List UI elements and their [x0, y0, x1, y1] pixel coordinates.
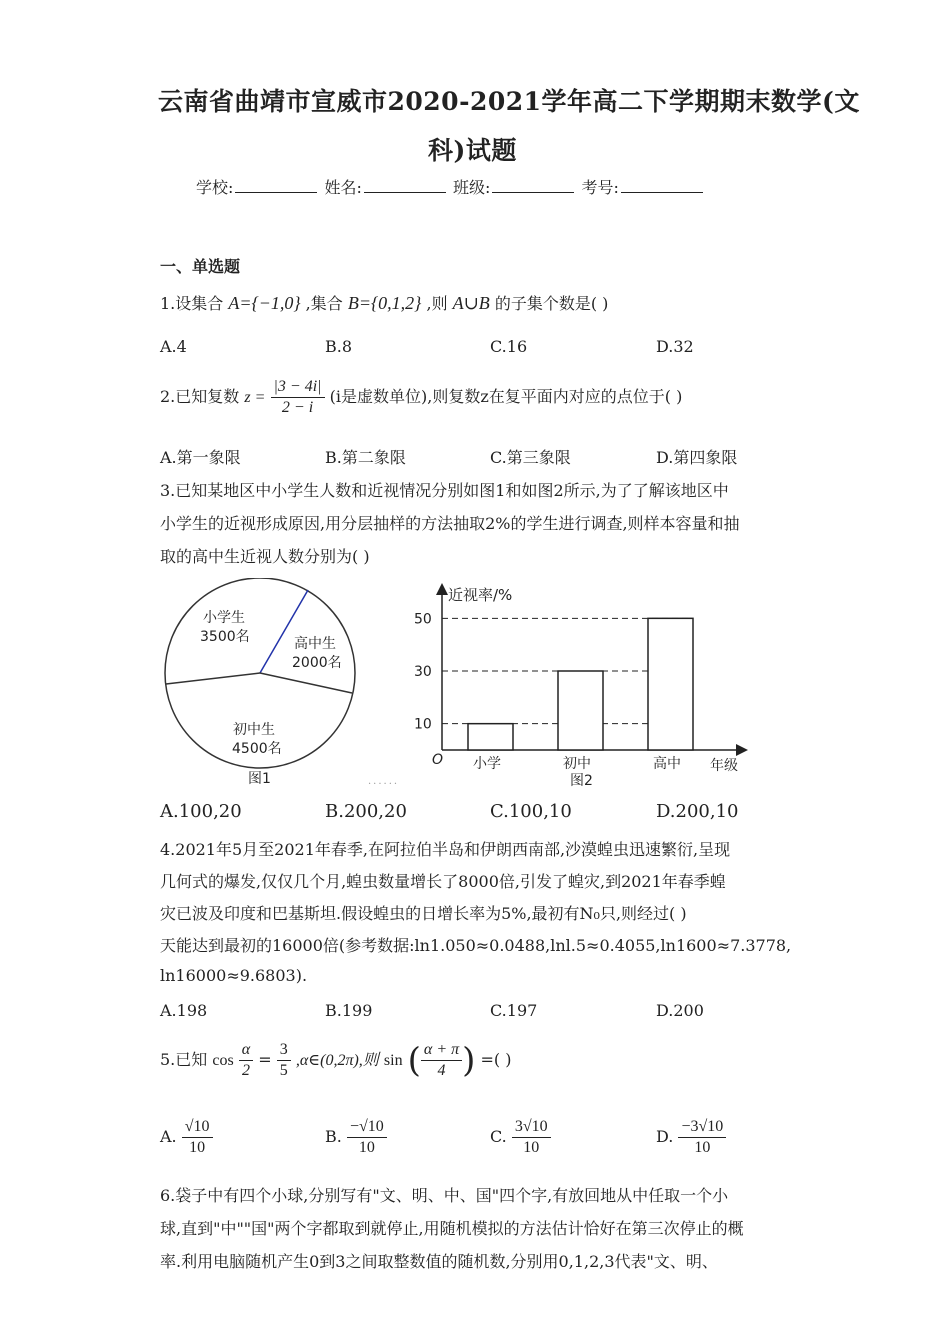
q5-two: 2 [242, 1062, 250, 1079]
q4-line-4: 天能达到最初的16000倍(参考数据:ln1.050≈0.0488,lnl.5≈0.4055,ln1600≈7.3778, [160, 936, 792, 955]
field-school: 学校: [196, 178, 234, 197]
q5-suffix: =( ) [480, 1050, 512, 1069]
q5-c-num: 3√10 [512, 1117, 551, 1138]
q4-option-d[interactable]: D.200 [656, 1001, 704, 1020]
number-blank[interactable] [621, 192, 703, 193]
field-name: 姓名: [324, 178, 362, 197]
q5-d-letter: D. [656, 1127, 674, 1146]
q5-option-b[interactable] [325, 1117, 387, 1158]
pie-divider-middle-primary [166, 673, 260, 684]
bar-2 [648, 618, 693, 750]
q5-c-den: 10 [523, 1139, 540, 1156]
q5-b-num: −√10 [347, 1117, 387, 1138]
q2-numerator: |3 − 4i| [271, 377, 325, 398]
title-line-2: 科)试题 [428, 136, 517, 165]
title-line-1: 云南省曲靖市宣威市2020-2021学年高二下学期期末数学(文 [158, 87, 860, 116]
q4-line-3: 灾已波及印度和巴基斯坦.假设蝗虫的日增长率为5%,最初有N₀只,则经过( ) [160, 904, 687, 923]
pie-value-primary: 3500名 [200, 629, 250, 645]
y-axis-label: 近视率/% [448, 586, 513, 604]
pie-value-high: 2000名 [292, 655, 342, 671]
q1-then: ,则 [426, 294, 448, 313]
question-2 [160, 377, 682, 418]
pie-divider-high-middle [260, 673, 352, 693]
y-tick-label: 30 [414, 664, 432, 680]
pie-value-middle: 4500名 [232, 741, 282, 757]
q4-line-2: 几何式的爆发,仅仅几个月,蝗虫数量增长了8000倍,引发了蝗灾,到2021年春季蝗 [160, 872, 726, 891]
x-tick-label: 小学 [473, 756, 501, 772]
x-axis-label: 年级 [710, 758, 738, 774]
q5-three: 3 [277, 1040, 291, 1061]
q5-d-den: 10 [694, 1139, 711, 1156]
pie-chart-figure-1 [160, 578, 360, 790]
q5-alpha: α [239, 1040, 253, 1061]
school-blank[interactable] [235, 192, 317, 193]
pie-figure-caption: 图1 [248, 771, 271, 787]
q1-option-a[interactable]: A.4 [160, 337, 187, 356]
q2-denominator: 2 − i [281, 399, 314, 416]
q1-option-d[interactable]: D.32 [656, 337, 694, 356]
q1-expr: A∪B [452, 293, 490, 313]
q5-sin-arg [421, 1040, 462, 1081]
q6-line-2: 球,直到"中""国"两个字都取到就停止,用随机模拟的方法估计恰好在第三次停止的概 [160, 1219, 744, 1238]
q3-line-3: 取的高中生近视人数分别为( ) [160, 547, 370, 566]
q5-range: ,α∈(0,2π),则 [295, 1052, 379, 1069]
question-1 [160, 291, 608, 314]
q5-a-num: √10 [182, 1117, 213, 1138]
bar-chart-figure-2 [410, 578, 760, 793]
name-blank[interactable] [364, 192, 446, 193]
q5-den2: 4 [437, 1062, 446, 1079]
y-tick-label: 50 [414, 611, 432, 628]
x-tick-label: 初中 [563, 756, 591, 772]
q5-alpha-over-2 [239, 1040, 253, 1081]
q4-line-5: ln16000≈9.6803). [160, 966, 308, 985]
q5-c-letter: C. [490, 1127, 507, 1146]
pie-label-middle: 初中生 [233, 722, 275, 738]
q1-prefix: 1.设集合 [160, 294, 224, 313]
q5-option-a[interactable] [160, 1117, 213, 1158]
q1-set-a: A={−1,0} [228, 293, 301, 313]
q1-set-b: B={0,1,2} [347, 293, 422, 313]
x-tick-label: 高中 [653, 756, 681, 772]
q3-line-2: 小学生的近视形成原因,用分层抽样的方法抽取2%的学生进行调查,则样本容量和抽 [160, 514, 740, 533]
q5-sin: sin [383, 1052, 403, 1069]
q2-prefix: 2.已知复数 [160, 387, 240, 406]
q6-line-1: 6.袋子中有四个小球,分别写有"文、明、中、国"四个字,有放回地从中任取一个小 [160, 1186, 729, 1205]
q1-option-b[interactable]: B.8 [325, 337, 353, 356]
q6-line-3: 率.利用电脑随机产生0到3之间取整数值的随机数,分别用0,1,2,3代表"文、明、 [160, 1252, 718, 1271]
q2-suffix: (i是虚数单位),则复数z在复平面内对应的点位于( ) [329, 387, 683, 406]
origin-label: O [432, 752, 444, 768]
question-5: 5.已知 cos $\frac{\alpha}{2}$ = $\frac{3}{5}$ ,α∈(0,2π),则 sin ( $\frac{\alpha + \pi}{4}$ ) =( ) [160, 1040, 512, 1081]
q2-option-d[interactable]: D.第四象限 [656, 448, 738, 467]
q4-option-b[interactable]: B.199 [325, 1001, 373, 1020]
q2-z: z = [244, 389, 266, 406]
q2-option-a[interactable]: A.第一象限 [160, 448, 241, 467]
bar-1 [558, 671, 603, 750]
bar-0 [468, 724, 513, 750]
q1-mid: ,集合 [305, 294, 343, 313]
q3-option-d[interactable]: D.200,10 [656, 801, 739, 822]
q5-option-c[interactable] [490, 1117, 551, 1158]
q5-five: 5 [279, 1062, 288, 1079]
q3-option-c[interactable]: C.100,10 [490, 801, 572, 822]
q1-suffix: 的子集个数是( ) [494, 294, 609, 313]
q3-option-b[interactable]: B.200,20 [325, 801, 407, 822]
q5-a-den: 10 [189, 1139, 206, 1156]
q4-option-c[interactable]: C.197 [490, 1001, 538, 1020]
info-fields [196, 175, 705, 198]
q5-a-letter: A. [160, 1127, 177, 1146]
q5-d-num: −3√10 [678, 1117, 726, 1138]
q4-line-1: 4.2021年5月至2021年春季,在阿拉伯半岛和伊朗西南部,沙漠蝗虫迅速繁衍,呈现 [160, 840, 731, 859]
pie-label-primary: 小学生 [203, 610, 245, 626]
q2-option-b[interactable]: B.第二象限 [325, 448, 406, 467]
q5-three-fifths [277, 1040, 291, 1081]
q5-b-den: 10 [358, 1139, 375, 1156]
q4-option-a[interactable]: A.198 [160, 1001, 208, 1020]
q5-prefix: 5.已知 [160, 1050, 208, 1069]
pie-label-high: 高中生 [294, 636, 336, 652]
q1-option-c[interactable]: C.16 [490, 337, 528, 356]
field-class: 班级: [453, 178, 491, 197]
field-number: 考号: [581, 178, 619, 197]
class-blank[interactable] [492, 192, 574, 193]
bar-figure-caption: 图2 [570, 773, 593, 789]
section-title: 一、单选题 [160, 257, 241, 276]
dots: ...... [368, 776, 400, 787]
q5-cos: cos [212, 1052, 234, 1069]
q3-option-a[interactable]: A.100,20 [160, 801, 242, 822]
q5-num2: α + π [421, 1040, 462, 1061]
q5-option-d[interactable] [656, 1117, 726, 1158]
q2-fraction [271, 377, 325, 418]
q5-b-letter: B. [325, 1127, 342, 1146]
q3-line-1: 3.已知某地区中小学生人数和近视情况分别如图1和如图2所示,为了了解该地区中 [160, 481, 729, 500]
y-tick-label: 10 [414, 716, 432, 733]
q2-option-c[interactable]: C.第三象限 [490, 448, 571, 467]
